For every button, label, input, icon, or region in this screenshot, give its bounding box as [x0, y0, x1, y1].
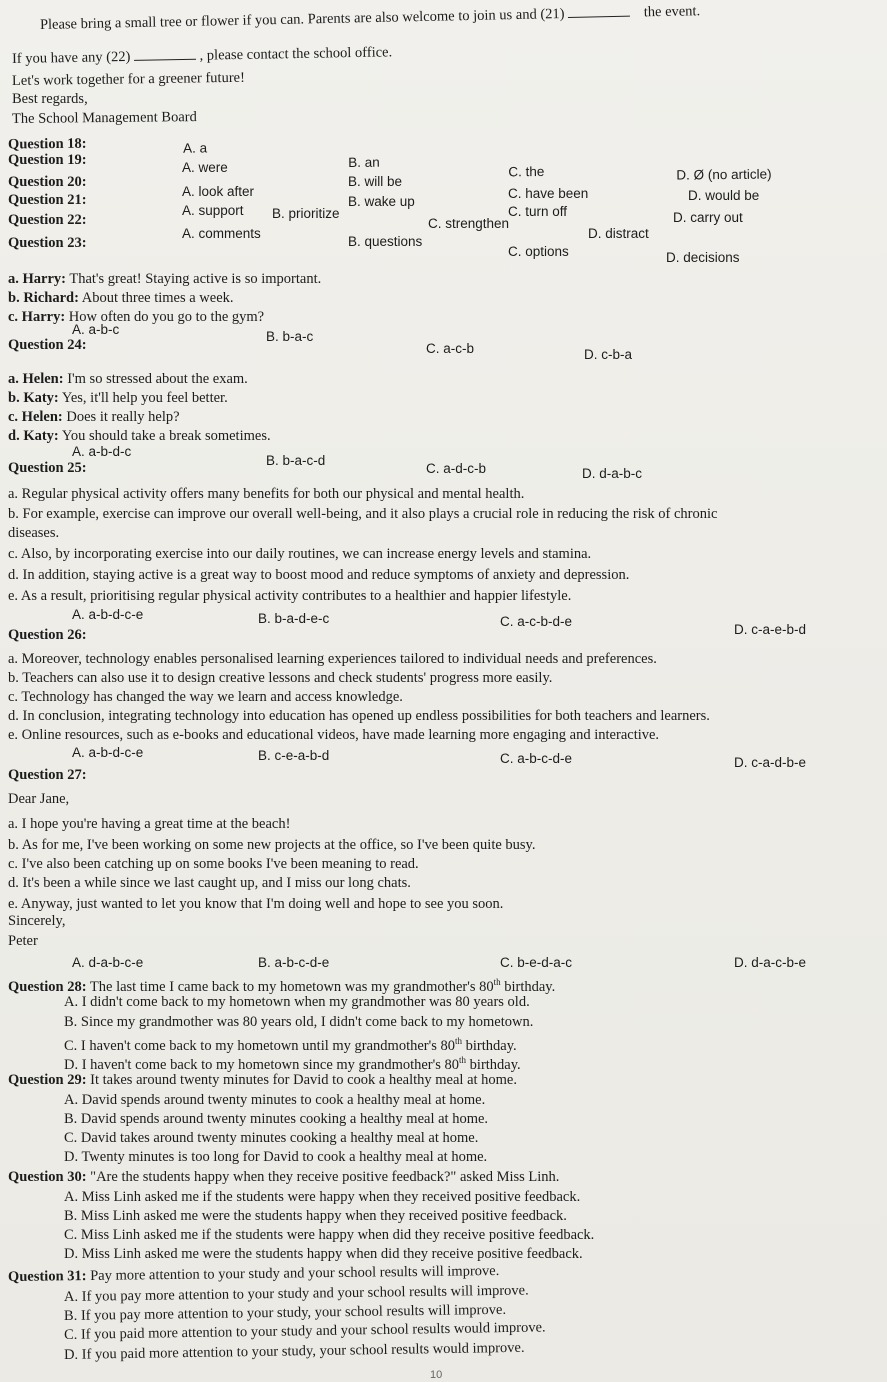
- q25-option-b[interactable]: B. b-a-d-e-c: [258, 611, 330, 626]
- q29-option-d[interactable]: D. Twenty minutes is too long for David to cook a healthy meal at home.: [64, 1149, 488, 1165]
- q28-option-c-end: birthday.: [462, 1037, 517, 1054]
- question-27-label: Question 27:: [8, 767, 87, 783]
- q27-sentence-b: b. As for me, I've been working on some new projects at the office, so I've been quite busy.: [8, 837, 536, 853]
- q23-line-b: [8, 289, 234, 307]
- q31-option-c[interactable]: C. If you paid more attention to your study and your school results would improve.: [63, 1319, 546, 1343]
- q22-option-d[interactable]: D. decisions: [666, 250, 740, 265]
- q27-sentence-d: d. It's been a while since we last caught up, and I miss our long chats.: [8, 875, 411, 891]
- question-28-label: Question 28:: [8, 978, 87, 995]
- q28-option-b-text: B. Since my grandmother was 80 years old, I didn't come back to my hometown.: [64, 1014, 534, 1030]
- q26-options: [8, 745, 878, 770]
- q29-option-b[interactable]: B. David spends around twenty minutes cooking a healthy meal at home.: [64, 1111, 489, 1127]
- q30-option-c[interactable]: C. Miss Linh asked me if the students were happy when did they receive positive feedback.: [64, 1227, 595, 1243]
- question-20-label: Question 20:: [8, 174, 87, 190]
- blank-22: [134, 47, 196, 61]
- q19-option-d[interactable]: D. would be: [688, 188, 760, 203]
- question-29-label: Question 29:: [8, 1072, 87, 1088]
- q22-option-b[interactable]: B. questions: [348, 234, 423, 249]
- q18-option-a[interactable]: A. a: [182, 140, 208, 156]
- q23-option-d[interactable]: D. c-b-a: [584, 347, 633, 362]
- q24-line-a: [8, 370, 248, 388]
- q27-greeting: Dear Jane,: [8, 791, 70, 807]
- q26-option-c[interactable]: C. a-b-c-d-e: [500, 751, 573, 766]
- q23-option-a[interactable]: A. a-b-c: [72, 322, 120, 337]
- q26-sentence-d: d. In conclusion, integrating technology into education has opened up endless possibilities for both teachers and learners.: [8, 708, 710, 724]
- q20-option-b[interactable]: B. wake up: [348, 194, 415, 209]
- q27-signature: Peter: [8, 933, 38, 949]
- q24-line-b: [8, 389, 228, 407]
- question-31-label: Question 31:: [7, 1268, 87, 1285]
- q31-option-a[interactable]: A. If you pay more attention to your study and your school results will improve.: [63, 1282, 529, 1305]
- q25-option-a[interactable]: A. a-b-d-c-e: [72, 607, 144, 622]
- intro-line-3: Let's work together for a greener future!: [11, 69, 245, 89]
- q28-option-c-text: C. I haven't come back to my hometown until my grandmother's 80: [64, 1037, 456, 1054]
- q28-option-a-text: A. I didn't come back to my hometown when my grandmother was 80 years old.: [64, 994, 530, 1010]
- q24-option-b[interactable]: B. b-a-c-d: [266, 453, 326, 468]
- q24-speaker-d: d. Katy:: [8, 428, 59, 444]
- q24-text-d: You should take a break sometimes.: [58, 428, 271, 444]
- q28-option-c-sup: th: [455, 1036, 463, 1046]
- q26-sentence-b: b. Teachers can also use it to design creative lessons and check students' progress more easily.: [8, 670, 553, 686]
- q18-option-c[interactable]: C. the: [508, 163, 545, 180]
- q29-stem: It takes around twenty minutes for David to cook a healthy meal at home.: [86, 1072, 517, 1088]
- q31-option-d[interactable]: D. If you paid more attention to your study, your school results would improve.: [63, 1339, 525, 1363]
- q23-text-a: That's great! Staying active is so important.: [65, 271, 322, 287]
- question-26-label: Question 26:: [8, 627, 87, 643]
- q28-stem-end: birthday.: [500, 978, 556, 995]
- q27-sentence-c: c. I've also been catching up on some books I've been meaning to read.: [8, 856, 419, 872]
- q25-sentence-e: e. As a result, prioritising regular physical activity contributes to a healthier and happier lifestyle.: [8, 588, 572, 604]
- q26-sentence-a: a. Moreover, technology enables personalised learning experiences tailored to individual needs and preferences.: [8, 651, 657, 667]
- question-30-label: Question 30:: [8, 1169, 87, 1185]
- q29-option-c[interactable]: C. David takes around twenty minutes cooking a healthy meal at home.: [64, 1130, 479, 1146]
- q27-option-c[interactable]: C. b-e-d-a-c: [500, 955, 573, 970]
- q25-sentence-d: d. In addition, staying active is a great way to boost mood and reduce symptoms of anxiety and depression.: [8, 567, 630, 583]
- q22-option-a[interactable]: A. comments: [182, 226, 261, 241]
- q26-sentence-e: e. Online resources, such as e-books and educational videos, have made learning more engaging and interactive.: [8, 727, 660, 743]
- page-number: 10: [430, 1369, 443, 1381]
- question-24-label: Question 24:: [8, 337, 87, 353]
- q28-option-b[interactable]: [64, 1013, 533, 1031]
- q24-speaker-b: b. Katy:: [8, 390, 59, 406]
- q30-option-d[interactable]: D. Miss Linh asked me were the students happy when did they receive positive feedback.: [64, 1246, 583, 1262]
- question-19-label: Question 19:: [8, 152, 87, 168]
- q28-option-a[interactable]: [64, 993, 530, 1011]
- question-23-label: Question 23:: [8, 235, 87, 251]
- q20-option-c[interactable]: C. turn off: [508, 204, 568, 219]
- q22-option-c[interactable]: C. options: [508, 244, 569, 259]
- q21-option-a[interactable]: A. support: [182, 203, 244, 218]
- q30-option-a[interactable]: A. Miss Linh asked me if the students were happy when they received positive feedback.: [64, 1189, 581, 1205]
- q23-line-a: [8, 270, 321, 288]
- q25-sentence-b-cont: diseases.: [8, 525, 60, 541]
- q24-line-c: [8, 408, 180, 426]
- q30-option-b[interactable]: B. Miss Linh asked me were the students happy when they received positive feedback.: [64, 1208, 567, 1224]
- q23-text-c: How often do you go to the gym?: [65, 309, 265, 325]
- q24-text-a: I'm so stressed about the exam.: [63, 371, 248, 387]
- q23-speaker-c: c. Harry:: [8, 309, 66, 325]
- q28-option-d-text: D. I haven't come back to my hometown since my grandmother's 80: [64, 1056, 460, 1073]
- question-29: [8, 1071, 517, 1089]
- q27-sentence-a: a. I hope you're having a great time at the beach!: [8, 816, 291, 832]
- q21-option-b[interactable]: B. prioritize: [272, 206, 340, 221]
- q23-speaker-a: a. Harry:: [8, 271, 66, 287]
- question-30: [8, 1168, 559, 1186]
- q24-text-b: Yes, it'll help you feel better.: [58, 390, 228, 406]
- q24-speaker-c: c. Helen:: [8, 409, 63, 425]
- q28-option-d-end: birthday.: [466, 1056, 521, 1073]
- intro-line-4: Best regards,: [12, 91, 88, 107]
- q27-option-a[interactable]: A. d-a-b-c-e: [72, 955, 144, 970]
- q26-option-a[interactable]: A. a-b-d-c-e: [72, 745, 144, 760]
- q23-speaker-b: b. Richard:: [8, 290, 79, 306]
- q28-stem: The last time I came back to my hometown was my grandmother's 80: [86, 978, 494, 995]
- q20-option-a[interactable]: A. look after: [182, 184, 255, 199]
- intro-line-2-end: , please contact the school office.: [199, 44, 393, 64]
- q23-option-c[interactable]: C. a-c-b: [426, 341, 475, 356]
- q26-option-d[interactable]: D. c-a-d-b-e: [734, 755, 807, 770]
- q25-sentence-c: c. Also, by incorporating exercise into our daily routines, we can increase energy levels and stamina.: [8, 546, 592, 562]
- q24-option-d[interactable]: D. d-a-b-c: [582, 466, 643, 481]
- q18-option-d[interactable]: D. Ø (no article): [676, 166, 772, 183]
- q26-option-b[interactable]: B. c-e-a-b-d: [258, 748, 330, 763]
- intro-line-1: [40, 2, 701, 34]
- q29-option-a[interactable]: A. David spends around twenty minutes to cook a healthy meal at home.: [64, 1092, 486, 1108]
- q27-option-b[interactable]: B. a-b-c-d-e: [258, 955, 330, 970]
- q19-option-a[interactable]: A. were: [182, 160, 228, 175]
- q24-text-c: Does it really help?: [62, 409, 180, 425]
- q26-sentence-c: c. Technology has changed the way we learn and access knowledge.: [8, 689, 403, 705]
- q24-option-c[interactable]: C. a-d-c-b: [426, 461, 487, 476]
- q23-option-b[interactable]: B. b-a-c: [266, 329, 314, 344]
- q27-options: [8, 955, 878, 973]
- q30-stem: "Are the students happy when they receive positive feedback?" asked Miss Linh.: [86, 1169, 560, 1185]
- q23-text-b: About three times a week.: [78, 290, 234, 306]
- q20-option-d[interactable]: D. carry out: [673, 210, 743, 225]
- q28-stem-sup: th: [493, 977, 501, 987]
- q19-option-c[interactable]: C. have been: [508, 186, 589, 201]
- q27-option-d[interactable]: D. d-a-c-b-e: [734, 955, 807, 970]
- q28-option-d-sup: th: [459, 1055, 467, 1065]
- q21-option-c[interactable]: C. strengthen: [428, 216, 510, 231]
- question-22-label: Question 22:: [8, 212, 87, 228]
- q24-line-d: [8, 427, 271, 445]
- q18-option-b[interactable]: B. an: [348, 154, 380, 170]
- question-21-label: Question 21:: [8, 192, 87, 208]
- question-18-label: Question 18:: [7, 135, 87, 153]
- q25-sentence-b: b. For example, exercise can improve our overall well-being, and it also plays a crucial role in reducing the risk of chronic: [8, 506, 718, 522]
- q31-stem: Pay more attention to your study and your school results will improve.: [86, 1262, 500, 1285]
- blank-21: [568, 4, 630, 18]
- intro-line-2-text: If you have any (22): [11, 48, 131, 67]
- q25-option-c[interactable]: C. a-c-b-d-e: [500, 614, 573, 629]
- q27-sentence-e: e. Anyway, just wanted to let you know that I'm doing well and hope to see you soon.: [8, 896, 504, 912]
- q27-closing: Sincerely,: [8, 913, 66, 929]
- intro-line-5: The School Management Board: [11, 109, 197, 127]
- intro-line-1-text: Please bring a small tree or flower if you can. Parents are also welcome to join us and (21): [39, 6, 565, 33]
- q21-option-d[interactable]: D. distract: [588, 226, 649, 241]
- q19-option-b[interactable]: B. will be: [348, 174, 403, 189]
- q24-option-a[interactable]: A. a-b-d-c: [72, 444, 132, 459]
- question-25-label: Question 25:: [8, 460, 87, 476]
- intro-line-1-end: the event.: [643, 3, 701, 21]
- intro-line-2: [12, 43, 392, 68]
- q25-option-d[interactable]: D. c-a-e-b-d: [734, 622, 807, 637]
- q25-sentence-a: a. Regular physical activity offers many benefits for both our physical and mental health.: [8, 486, 525, 502]
- q31-option-b[interactable]: B. If you pay more attention to your study, your school results will improve.: [63, 1301, 507, 1324]
- q24-speaker-a: a. Helen:: [8, 371, 64, 387]
